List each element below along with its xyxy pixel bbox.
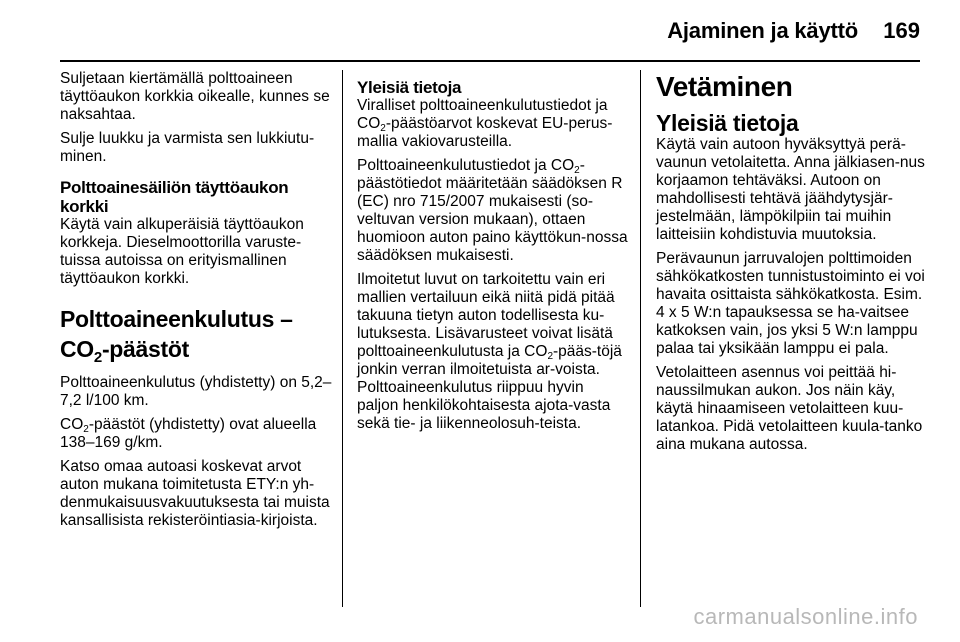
heading-towing: Vetäminen	[656, 71, 793, 102]
paragraph-closing-cap: Suljetaan kiertämällä polttoaineen täyttöaukon korkkia oikealle, kunnes se naksahtaa.	[60, 70, 330, 123]
heading-fuel-consumption-line1: Polttoaineenkulutus –	[60, 306, 293, 332]
paragraph-co2-value: $CO_2$-päästöt (yhdistetty) ovat alueella 138–169 g/km.	[60, 416, 317, 451]
paragraph-brake-lights: Perävaunun jarruvalojen polttimoiden sähkökatkosten tunnistustoiminto ei voi havaita osittaista sähkökatkosta. Esim. 4 x 5 W:n tapauksessa se ha-vaitsee katkoksen vain, jos yksi 5 W:n lamppu palaa tai yksikään lamppu ei pala.	[656, 250, 925, 357]
header-divider	[60, 60, 920, 62]
column-divider-1	[342, 70, 343, 607]
heading-fuel-consumption: Polttoaineenkulutus – $CO_2$-päästöt	[60, 306, 293, 366]
paragraph-towing-eye: Vetolaitteen asennus voi peittää hi-naussilmukan aukon. Jos näin käy, käytä hinaamiseen vetolaitteen kuu-latankoa. Pidä vetolaitteen kuula-tanko aina mukana autossa.	[656, 364, 923, 453]
paragraph-regulation: Polttoaineenkulutustiedot ja $CO_2$-päästötiedot määritetään säädöksen R (EC) nro 715/2007 mukaisesti (so-veltuvan version mukaan), ottaen huomioon auton paino käyttökun-nossa säädöksen mukaisesti.	[357, 157, 628, 264]
page-number: 169	[883, 18, 920, 43]
heading-filler-cap: Polttoainesäiliön täyttöaukon korkki	[60, 178, 289, 216]
paragraph-comparison: Ilmoitetut luvut on tarkoitettu vain eri mallien vertailuun eikä niitä pidä pitää takuuna tietyn auton todellisesta ku-lutuksesta. Lisävarusteet voivat lisätä polttoaineenkulutusta ja $CO_2-pääs$-töjä jonkin verran ilmoitetuista ar-voista. Polttoaineenkulutus riippuu hyvin paljon henkilökohtaisesta ajota-vasta sekä tie- ja liikenneolosuh-teista.	[357, 271, 622, 432]
heading-general-info: Yleisiä tietoja	[357, 78, 462, 97]
paragraph-tow-bar: Käytä vain autoon hyväksyttyä perä-vaunun vetolaitetta. Anna jälkiasen-nus korjaamon tehtäväksi. Autoon on mahdollisesti tehtävä jäähdytysjär-jestelmään, lämpökilpiin tai muihin laitteisiin kohdistuvia muutoksia.	[656, 136, 925, 243]
column-2	[357, 78, 629, 439]
paragraph-lock-flap: Sulje luukku ja varmista sen lukkiutu-minen.	[60, 130, 315, 165]
running-header-title: Ajaminen ja käyttö	[667, 18, 858, 43]
paragraph-see-values: Katso omaa autoasi koskevat arvot auton mukana toimitetusta ETY:n yh-denmukaisuusvakuutuksesta tai muista kansallisista rekisteröintiasia-kirjoista.	[60, 458, 330, 529]
column-1	[60, 70, 332, 536]
heading-general-info-towing: Yleisiä tietoja	[656, 110, 799, 136]
column-divider-2	[640, 70, 641, 607]
paragraph-consumption-value: Polttoaineenkulutus (yhdistetty) on 5,2–7,2 l/100 km.	[60, 374, 332, 409]
watermark: carmanualsonline.info	[693, 604, 918, 629]
paragraph-official-data: Viralliset polttoaineenkulutustiedot ja $CO_2$-päästöarvot koskevat EU-perus-mallia vakiovarusteilla.	[357, 97, 613, 150]
paragraph-original-caps: Käytä vain alkuperäisiä täyttöaukon korkkeja. Dieselmoottorilla varuste-tuissa autoissa on erityismallinen täyttöaukon korkki.	[60, 216, 304, 287]
column-3	[656, 70, 926, 460]
